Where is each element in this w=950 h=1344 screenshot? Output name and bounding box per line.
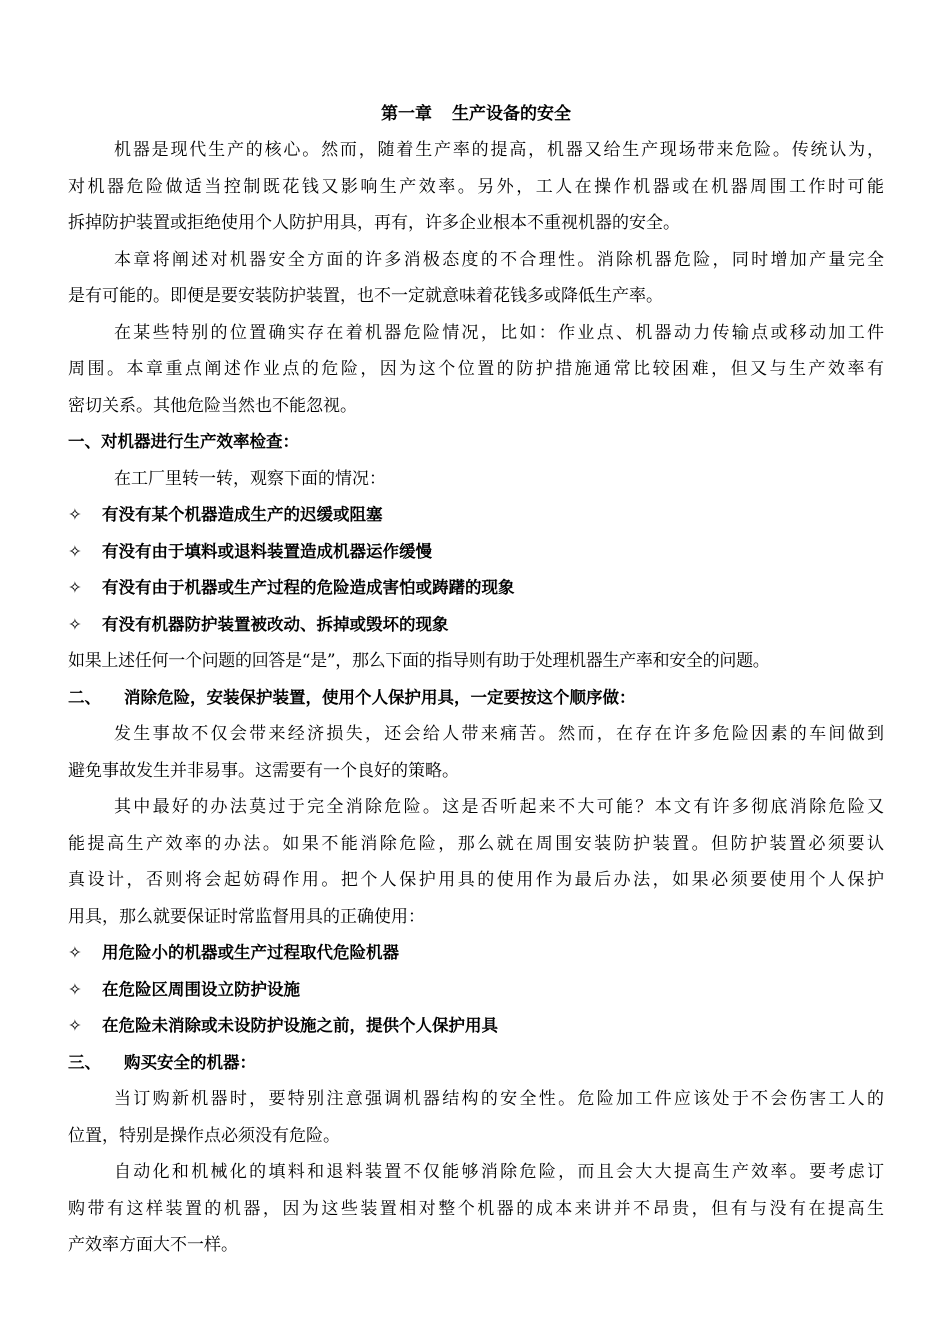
section-1-bullet (68, 497, 884, 534)
section-2-p1-line-2: 避免事故发生并非易事。这需要有一个良好的策略。 (68, 760, 459, 781)
section-2-p1-line-1: 发生事故不仅会带来经济损失，还会给人带来痛苦。然而，在存在许多危险因素的车间做到 (114, 724, 884, 744)
section-3-p2-line-2: 购带有这样装置的机器，因为这些装置相对整个机器的成本来讲并不昂贵，但有与没有在提高生 (68, 1198, 884, 1219)
bullet-text: 有没有由于填料或退料装置造成机器运作缓慢 (102, 541, 432, 561)
diamond-star-icon: ✧ (68, 505, 82, 524)
section-2-bullet (68, 935, 884, 972)
bullet-text: 有没有机器防护装置被改动、拆掉或毁坏的现象 (102, 614, 449, 634)
section-2-p2-line-2: 能提高生产效率的办法。如果不能消除危险，那么就在周围安装防护装置。但防护装置必须要认 (68, 833, 884, 854)
intro-p3-line-1: 在某些特别的位置确实存在着机器危险情况，比如：作业点、机器动力传输点或移动加工件 (114, 322, 884, 343)
section-3-p1-line-2: 位置，特别是操作点必须没有危险。 (68, 1125, 340, 1146)
section-2-p2-line-1: 其中最好的办法莫过于完全消除危险。这是否听起来不大可能？本文有许多彻底消除危险又 (114, 797, 884, 817)
intro-p2-line-2: 是有可能的。即便是要安装防护装置，也不一定就意味着花钱多或降低生产率。 (68, 286, 663, 306)
diamond-star-icon: ✧ (68, 541, 82, 561)
section-2-heading (68, 680, 884, 717)
section-1-bullet (68, 534, 884, 571)
chapter-title (68, 96, 884, 132)
section-1-heading: 一、对机器进行生产效率检查： (68, 432, 299, 451)
section-2-p2-line-4: 用具，那么就要保证时常监督用具的正确使用： (68, 906, 425, 927)
section-1-bullet (68, 607, 884, 644)
section-3-p2-line-3: 产效率方面大不一样。 (68, 1235, 238, 1255)
section-3-number: 三、 (68, 1052, 101, 1072)
intro-p2-line-1: 本章将阐述对机器安全方面的许多消极态度的不合理性。消除机器危险，同时增加产量完全 (114, 249, 884, 270)
intro-p3-line-2: 周围。本章重点阐述作业点的危险，因为这个位置的防护措施通常比较困难，但又与生产效率有 (68, 359, 884, 379)
chapter-number: 第一章 (381, 104, 432, 124)
diamond-star-icon: ✧ (68, 1016, 82, 1035)
section-3-heading (68, 1045, 884, 1082)
bullet-text: 在危险未消除或未设防护设施之前，提供个人保护用具 (102, 1016, 498, 1035)
section-2-p2-line-3: 真设计，否则将会起妨碍作用。把个人保护用具的使用作为最后办法，如果必须要使用个人保护 (68, 870, 884, 890)
diamond-star-icon: ✧ (68, 578, 82, 597)
intro-p1-line-3: 拆掉防护装置或拒绝使用个人防护用具，再有，许多企业根本不重视机器的安全。 (68, 213, 680, 233)
section-2-bullet (68, 1008, 884, 1045)
diamond-star-icon: ✧ (68, 614, 82, 634)
diamond-star-icon: ✧ (68, 943, 82, 962)
section-1-conclusion: 如果上述任何一个问题的回答是“是”，那么下面的指导则有助于处理机器生产率和安全的问题。 (68, 651, 770, 671)
bullet-text: 在危险区周围设立防护设施 (102, 979, 300, 999)
section-2-title: 消除危险，安装保护装置，使用个人保护用具，一定要按这个顺序做： (124, 687, 636, 707)
section-2-bullet (68, 972, 884, 1009)
intro-p1-line-1: 机器是现代生产的核心。然而，随着生产率的提高，机器又给生产现场带来危险。传统认为， (114, 140, 884, 160)
section-3-title: 购买安全的机器： (124, 1052, 256, 1072)
section-1-bullet (68, 570, 884, 607)
section-2-number: 二、 (68, 687, 101, 707)
bullet-text: 有没有由于机器或生产过程的危险造成害怕或踌躇的现象 (102, 578, 515, 597)
document-page (68, 96, 884, 1264)
section-3-p2-line-1: 自动化和机械化的填料和退料装置不仅能够消除危险，而且会大大提高生产效率。要考虑订 (114, 1162, 884, 1182)
chapter-name: 生产设备的安全 (452, 104, 571, 124)
diamond-star-icon: ✧ (68, 979, 82, 999)
section-1-lead: 在工厂里转一转，观察下面的情况： (114, 468, 386, 489)
section-3-p1-line-1: 当订购新机器时，要特别注意强调机器结构的安全性。危险加工件应该处于不会伤害工人的 (114, 1089, 884, 1109)
intro-p1-line-2: 对机器危险做适当控制既花钱又影响生产效率。另外，工人在操作机器或在机器周围工作时可能 (68, 176, 884, 197)
bullet-text: 有没有某个机器造成生产的迟缓或阻塞 (102, 505, 383, 524)
bullet-text: 用危险小的机器或生产过程取代危险机器 (102, 943, 399, 962)
intro-p3-line-3: 密切关系。其他危险当然也不能忽视。 (68, 395, 357, 416)
